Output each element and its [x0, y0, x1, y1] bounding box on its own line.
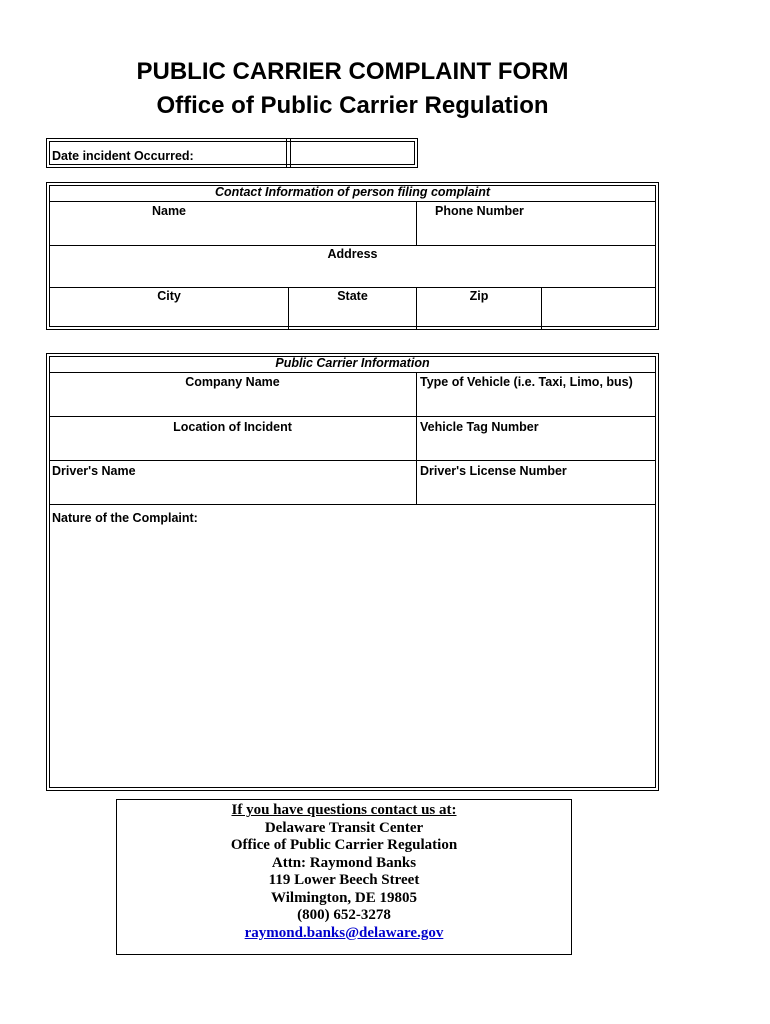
location-label: Location of Incident: [173, 420, 292, 434]
vehicle-type-input[interactable]: [418, 390, 655, 414]
name-label: Name: [151, 204, 187, 218]
driver-name-input[interactable]: [50, 479, 415, 502]
name-phone-divider: [416, 202, 417, 245]
zip-input[interactable]: [418, 303, 540, 325]
row1-rule: [49, 245, 656, 246]
carrier-col-divider-2: [416, 417, 417, 460]
contact-phone: (800) 652-3278: [297, 907, 391, 923]
form-title: PUBLIC CARRIER COMPLAINT FORM: [136, 58, 569, 85]
contact-intro: If you have questions contact us at:: [231, 802, 457, 818]
date-divider: [286, 139, 291, 167]
address-label: Address: [327, 247, 378, 261]
contact-section: [46, 182, 659, 330]
nature-label: Nature of the Complaint:: [52, 511, 198, 525]
nature-textarea[interactable]: [50, 526, 655, 785]
license-input[interactable]: [418, 479, 655, 502]
state-input[interactable]: [290, 303, 415, 325]
carrier-col-divider-1: [416, 373, 417, 416]
contact-heading: Contact Information of person filing complaint: [215, 185, 490, 199]
contact-line-4: 119 Lower Beech Street: [268, 872, 420, 888]
date-label: Date incident Occurred:: [52, 149, 194, 163]
phone-label: Phone Number: [435, 204, 524, 218]
address-input[interactable]: [50, 261, 655, 285]
carrier-section: [46, 353, 659, 791]
date-input[interactable]: [292, 142, 414, 164]
contact-heading-rule: [49, 201, 656, 202]
zip-extra-divider: [541, 288, 542, 329]
company-label: Company Name: [185, 375, 280, 389]
contact-line-3: Attn: Raymond Banks: [271, 854, 417, 871]
tag-label: Vehicle Tag Number: [420, 420, 539, 434]
date-section: [46, 138, 418, 168]
zip-label: Zip: [469, 289, 489, 303]
city-input[interactable]: [50, 303, 287, 325]
carrier-row3-rule: [49, 504, 656, 505]
carrier-row1-rule: [49, 416, 656, 417]
carrier-col-divider-3: [416, 461, 417, 504]
phone-input[interactable]: [418, 218, 655, 242]
contact-box: [116, 799, 572, 955]
driver-name-label: Driver's Name: [52, 464, 136, 478]
name-input[interactable]: [50, 218, 415, 242]
tag-input[interactable]: [418, 435, 655, 458]
state-label: State: [337, 289, 368, 303]
zip-extension-input[interactable]: [543, 289, 655, 325]
form-subtitle: Office of Public Carrier Regulation: [156, 92, 549, 119]
carrier-heading-rule: [49, 372, 656, 373]
contact-line-1: Delaware Transit Center: [264, 819, 424, 836]
contact-line-2: Office of Public Carrier Regulation: [230, 837, 458, 853]
carrier-heading: Public Carrier Information: [275, 356, 430, 370]
city-label: City: [157, 289, 181, 303]
contact-line-5: Wilmington, DE 19805: [271, 889, 417, 906]
contact-email-link[interactable]: raymond.banks@delaware.gov: [244, 924, 444, 941]
company-input[interactable]: [50, 390, 415, 414]
row2-rule: [49, 287, 656, 288]
carrier-row2-rule: [49, 460, 656, 461]
vehicle-type-label: Type of Vehicle (i.e. Taxi, Limo, bus): [420, 375, 633, 389]
license-label: Driver's License Number: [420, 464, 567, 478]
location-input[interactable]: [50, 435, 415, 458]
